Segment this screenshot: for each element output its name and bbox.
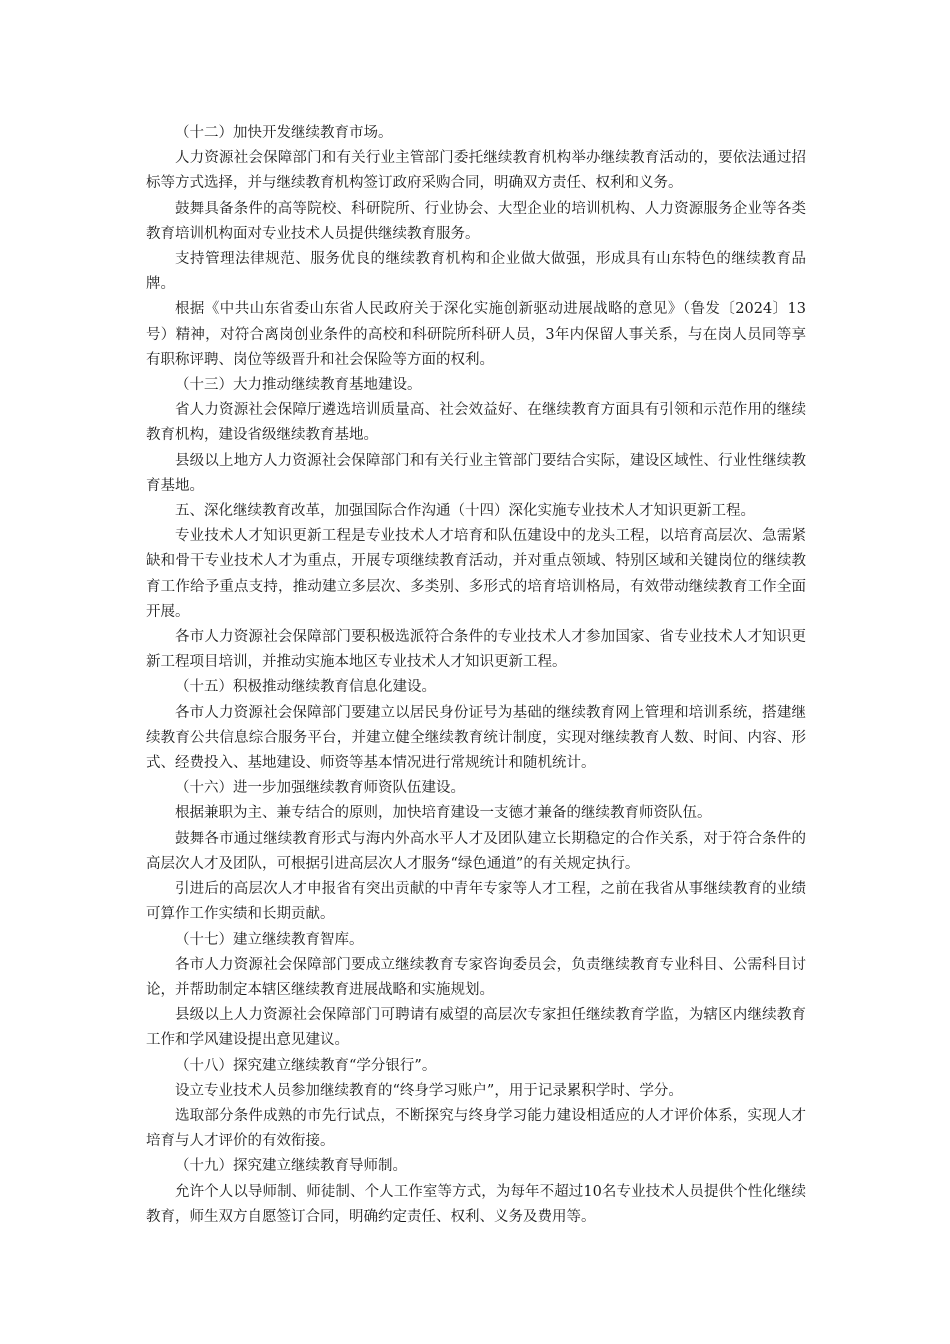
- section-heading: （十五）积极推动继续教育信息化建设。: [175, 679, 436, 696]
- body-paragraph: 县级以上人力资源社会保障部门可聘请有威望的高层次专家担任继续教育学监，为辖区内继续教育工作和学风建设提出意见建议。: [146, 1007, 806, 1049]
- body-paragraph: 根据《中共山东省委山东省人民政府关于深化实施创新驱动进展战略的意见》（鲁发〔2024〕13号）精神，对符合离岗创业条件的高校和科研院所科研人员，3年内保留人事关系，与在岗人员同等享有职称评聘、岗位等级晋升和社会保险等方面的权利。: [146, 301, 806, 368]
- body-paragraph: 支持管理法律规范、服务优良的继续教育机构和企业做大做强，形成具有山东特色的继续教育品牌。: [146, 251, 806, 293]
- body-paragraph: 鼓舞各市通过继续教育形式与海内外高水平人才及团队建立长期稳定的合作关系，对于符合条件的高层次人才及团队，可根据引进高层次人才服务“绿色通道”的有关规定执行。: [146, 830, 806, 872]
- body-paragraph: 省人力资源社会保障厅遴选培训质量高、社会效益好、在继续教育方面具有引领和示范作用的继续教育机构，建设省级继续教育基地。: [146, 402, 806, 444]
- body-paragraph: 各市人力资源社会保障部门要成立继续教育专家咨询委员会，负责继续教育专业科目、公需科目讨论，并帮助制定本辖区继续教育进展战略和实施规划。: [146, 956, 806, 998]
- body-paragraph: 引进后的高层次人才申报省有突出贡献的中青年专家等人才工程，之前在我省从事继续教育的业绩可算作工作实绩和长期贡献。: [146, 881, 806, 923]
- document-body: [146, 121, 806, 1230]
- section-heading: （十三）大力推动继续教育基地建设。: [175, 377, 422, 394]
- body-paragraph: 根据兼职为主、兼专结合的原则，加快培育建设一支德才兼备的继续教育师资队伍。: [175, 805, 712, 822]
- section-heading: 五、深化继续教育改革，加强国际合作沟通（十四）深化实施专业技术人才知识更新工程。: [175, 503, 755, 520]
- section-heading: （十二）加快开发继续教育市场。: [175, 125, 393, 141]
- body-paragraph: 选取部分条件成熟的市先行试点，不断探究与终身学习能力建设相适应的人才评价体系，实现人才培育与人才评价的有效衔接。: [146, 1107, 806, 1150]
- body-paragraph: 人力资源社会保障部门和有关行业主管部门委托继续教育机构举办继续教育活动的，要依法通过招标等方式选择，并与继续教育机构签订政府采购合同，明确双方责任、权利和义务。: [146, 150, 806, 192]
- body-paragraph: 鼓舞具备条件的高等院校、科研院所、行业协会、大型企业的培训机构、人力资源服务企业等各类教育培训机构面对专业技术人员提供继续教育服务。: [146, 200, 806, 242]
- body-paragraph: 专业技术人才知识更新工程是专业技术人才培育和队伍建设中的龙头工程，以培育高层次、急需紧缺和骨干专业技术人才为重点，开展专项继续教育活动，并对重点领域、特别区域和关键岗位的继续教育工作给予重点支持，推动建立多层次、多类别、多形式的培育培训格局，有效带动继续教育工作全面开展。: [146, 528, 806, 620]
- section-heading: （十八）探究建立继续教育“学分银行”。: [175, 1057, 437, 1074]
- body-paragraph: 县级以上地方人力资源社会保障部门和有关行业主管部门要结合实际，建设区域性、行业性继续教育基地。: [146, 452, 806, 494]
- section-heading: （十七）建立继续教育智库。: [175, 931, 364, 948]
- body-paragraph: 各市人力资源社会保障部门要积极选派符合条件的专业技术人才参加国家、省专业技术人才知识更新工程项目培训，并推动实施本地区专业技术人才知识更新工程。: [146, 629, 806, 671]
- body-paragraph: 设立专业技术人员参加继续教育的“终身学习账户”，用于记录累积学时、学分。: [175, 1082, 683, 1099]
- section-heading: （十九）探究建立继续教育导师制。: [175, 1158, 407, 1175]
- body-paragraph: 各市人力资源社会保障部门要建立以居民身份证号为基础的继续教育网上管理和培训系统，搭建继续教育公共信息综合服务平台，并建立健全继续教育统计制度，实现对继续教育人数、时间、内容、形式、经费投入、基地建设、师资等基本情况进行常规统计和随机统计。: [146, 704, 806, 772]
- section-heading: （十六）进一步加强继续教育师资队伍建设。: [175, 780, 465, 797]
- body-paragraph: 允许个人以导师制、师徒制、个人工作室等方式，为每年不超过10名专业技术人员提供个性化继续教育，师生双方自愿签订合同，明确约定责任、权利、义务及费用等。: [146, 1183, 806, 1225]
